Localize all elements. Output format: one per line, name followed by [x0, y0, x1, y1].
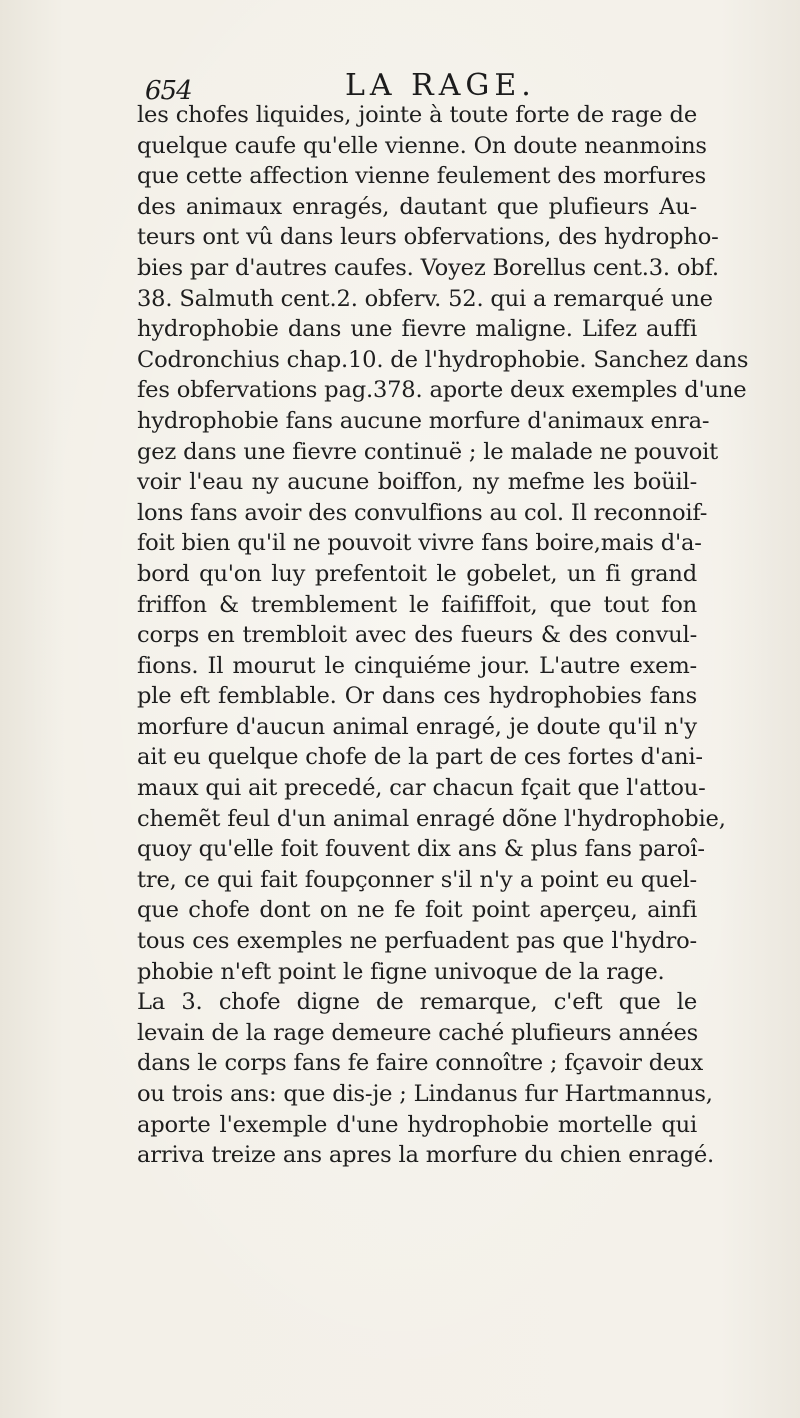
text-line: que chofe dont on ne fe foit point aperçeu, ainfi: [137, 897, 697, 924]
text-line: les chofes liquides, jointe à toute forte de rage de: [137, 102, 697, 128]
running-head: LA RAGE.: [345, 68, 536, 103]
text-line: lons fans avoir des convulfions au col. Il reconnoif-: [137, 499, 708, 526]
text-line: fes obfervations pag.378. aporte deux exemples d'une: [137, 377, 747, 404]
text-line: foit bien qu'il ne pouvoit vivre fans boire,mais d'a-: [137, 530, 702, 557]
text-line: aporte l'exemple d'une hydrophobie mortelle qui: [137, 1111, 697, 1138]
text-line: corps en trembloit avec des fueurs & des convul-: [137, 622, 697, 649]
text-line: arriva treize ans apres la morfure du chien enragé.: [137, 1142, 715, 1169]
text-line: ait eu quelque chofe de la part de ces fortes d'ani-: [137, 744, 703, 771]
page-number: 654: [145, 76, 192, 106]
text-line: 38. Salmuth cent.2. obferv. 52. qui a remarqué une: [137, 285, 713, 312]
text-line: tous ces exemples ne perfuadent pas que l'hydro-: [137, 928, 697, 955]
text-line: dans le corps fans fe faire connoître ; fçavoir deux: [137, 1050, 704, 1077]
text-line: La 3. chofe digne de remarque, c'eft que le: [137, 989, 697, 1016]
text-line: hydrophobie dans une fievre maligne. Lifez auffi: [137, 316, 697, 343]
text-line: phobie n'eft point le figne univoque de la rage.: [137, 958, 665, 985]
text-line: fions. Il mourut le cinquiéme jour. L'autre exem-: [137, 652, 697, 679]
text-line: quelque caufe qu'elle vienne. On doute neanmoins: [137, 132, 707, 159]
text-line: morfure d'aucun animal enragé, je doute qu'il n'y: [137, 713, 697, 740]
text-line: que cette affection vienne feulement des morfures: [137, 163, 706, 190]
text-line: des animaux enragés, dautant que plufieurs Au-: [137, 193, 697, 220]
text-line: levain de la rage demeure caché plufieurs années: [137, 1019, 699, 1046]
body-text: [137, 100, 749, 1171]
text-line: ple eft femblable. Or dans ces hydrophobies fans: [137, 683, 697, 710]
text-line: friffon & tremblement le faififfoit, que tout fon: [137, 591, 697, 618]
text-line: voir l'eau ny aucune boiffon, ny mefme les boüil-: [137, 469, 697, 496]
text-line: chemẽt feul d'un animal enragé dõne l'hydrophobie,: [137, 805, 726, 832]
text-line: maux qui ait precedé, car chacun fçait que l'attou-: [137, 775, 706, 802]
text-line: bord qu'on luy prefentoit le gobelet, un fi grand: [137, 560, 697, 587]
text-line: Codronchius chap.10. de l'hydrophobie. Sanchez dans: [137, 346, 749, 373]
text-line: gez dans une fievre continuë ; le malade ne pouvoit: [137, 438, 719, 465]
text-line: bies par d'autres caufes. Voyez Borellus cent.3. obf.: [137, 254, 719, 281]
text-line: quoy qu'elle foit fouvent dix ans & plus fans paroî-: [137, 836, 705, 863]
text-line: hydrophobie fans aucune morfure d'animaux enra-: [137, 407, 710, 434]
text-line: tre, ce qui fait foupçonner s'il n'y a point eu quel-: [137, 866, 697, 893]
text-line: ou trois ans: que dis-je ; Lindanus fur Hartmannus,: [137, 1081, 713, 1107]
text-line: teurs ont vû dans leurs obfervations, des hydropho-: [137, 224, 719, 251]
